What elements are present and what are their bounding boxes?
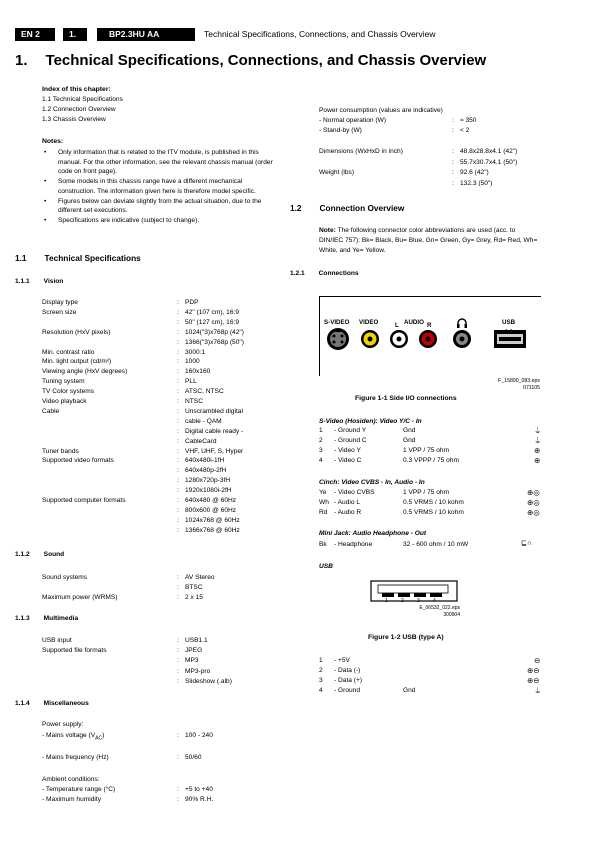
spec-value: 800x600 @ 60Hz xyxy=(185,506,237,514)
pin-id: 4 xyxy=(319,457,323,464)
spec-label: - Normal operation (W) xyxy=(319,117,387,124)
spec-value: NTSC xyxy=(185,398,203,405)
pin-desc: - Ground xyxy=(334,687,361,694)
notes-title: Notes: xyxy=(42,138,64,145)
power-supply-label: Power supply: xyxy=(42,721,84,728)
spec-value: MP3-pro xyxy=(185,667,211,675)
figure-1-2-caption: Figure 1-2 USB (type A) xyxy=(368,634,444,641)
signal-icon: ⏚ xyxy=(534,686,542,695)
spec-colon: : xyxy=(452,148,454,155)
audio-r-label: R xyxy=(427,322,432,329)
spec-colon: : xyxy=(177,657,179,665)
spec-colon: : xyxy=(177,796,179,803)
pin-id: 2 xyxy=(319,437,323,444)
spec-value: VHF, UHF, S, Hyper xyxy=(185,447,244,455)
chapter-badge: 1. xyxy=(63,28,87,41)
pin-spec: Gnd xyxy=(403,437,416,444)
pin-id: Ye xyxy=(319,489,327,496)
connection-note: Note: The following connector color abbreviations are used (acc. to DIN/IEC 757): Bk= Black, Bu= Blue, Gn= Green, Gy= Grey, Rd= Red, Wh= White, and Ye= Yellow. xyxy=(319,227,538,254)
pin-spec: 0.5 VRMS / 10 kohm xyxy=(403,499,464,506)
figure-1-1-caption: Figure 1-1 Side I/O connections xyxy=(355,395,457,402)
signal-icon: ⏚ xyxy=(534,426,542,435)
spec-value: 640x480p-2fH xyxy=(185,467,227,475)
usb-pin-label: 1 xyxy=(385,598,388,604)
signal-icon: ⊖ xyxy=(534,656,541,665)
note-item: • Specifications are indicative (subject to change). xyxy=(58,216,280,226)
note-item: • Some models in this chassis range have a different mechanical construction. The information given here is therefore model specific. xyxy=(58,177,280,196)
spec-value: 1024x768 @ 60Hz xyxy=(185,516,240,524)
pin-desc: - Ground Y xyxy=(334,427,367,434)
usb-pin-label: 2 xyxy=(401,598,404,604)
index-list xyxy=(42,95,123,125)
notes-list xyxy=(42,148,280,226)
signal-icon: ⏚ xyxy=(534,436,542,445)
figure-file-ref: F_15890_083.eps 071105 xyxy=(498,378,540,391)
spec-value: 42" (107 cm), 16:9 xyxy=(185,308,240,316)
ambient-label: Ambient conditions: xyxy=(42,776,100,783)
spec-colon: : xyxy=(452,127,454,134)
pin-desc: - Video CVBS xyxy=(334,489,375,496)
spec-label: USB input xyxy=(42,637,72,644)
spec-label: Min. light output (cd/m²) xyxy=(42,358,112,366)
spec-value: Unscrambled digital xyxy=(185,407,243,415)
spec-value: 160x160 xyxy=(185,368,211,376)
usb-connector-diagram xyxy=(370,580,462,606)
spec-label: Sound systems xyxy=(42,574,88,581)
cinch-table-title: Cinch: Video CVBS - In, Audio - In xyxy=(319,479,425,486)
spec-colon: : xyxy=(177,754,179,761)
spec-colon: : xyxy=(177,437,179,445)
spec-colon: : xyxy=(177,417,179,425)
usb-table-title: USB xyxy=(319,563,333,570)
spec-value: ATSC, NTSC xyxy=(185,388,224,396)
power-consumption-title: Power consumption (values are indicative) xyxy=(319,107,443,114)
spec-value: +5 to +40 xyxy=(185,786,213,793)
pin-id: 3 xyxy=(319,447,323,454)
spec-label: Display type xyxy=(42,299,78,306)
spec-value: 132.3 (50") xyxy=(460,180,493,187)
spec-label: Weight (lbs) xyxy=(319,169,355,176)
pin-desc: - Audio L xyxy=(334,499,361,506)
spec-colon: : xyxy=(177,338,179,346)
spec-value: 2 x 15 xyxy=(185,594,203,602)
spec-colon: : xyxy=(177,299,179,306)
spec-value: PDP xyxy=(185,299,199,306)
spec-value: 55.7x30.7x4.1 (50") xyxy=(460,159,518,166)
spec-value: PLL xyxy=(185,378,197,386)
svideo-label: S-VIDEO xyxy=(324,319,350,326)
spec-value: Digital cable ready - xyxy=(185,427,244,435)
pin-spec: Gnd xyxy=(403,687,416,694)
pin-id: 2 xyxy=(319,667,323,674)
section-1-1-3: 1.1.3 Multimedia xyxy=(15,615,79,622)
spec-colon: : xyxy=(177,786,179,793)
spec-label: Maximum power (WRMS) xyxy=(42,594,118,602)
section-1-1-1: 1.1.1 Vision xyxy=(15,278,64,285)
pin-id: 1 xyxy=(319,427,323,434)
spec-colon: : xyxy=(452,180,454,187)
spec-colon: : xyxy=(177,398,179,405)
section-1-1-4: 1.1.4 Miscellaneous xyxy=(15,700,89,707)
spec-value: BTSC xyxy=(185,584,203,592)
signal-icon: ⊕◎ xyxy=(527,508,540,517)
spec-label: Screen size xyxy=(42,308,77,316)
spec-value: 92.6 (42") xyxy=(460,169,489,176)
spec-colon: : xyxy=(452,159,454,166)
spec-label: Tuning system xyxy=(42,378,85,386)
signal-icon: ⊕◎ xyxy=(527,488,540,497)
spec-colon: : xyxy=(177,308,179,316)
usb-pin-label: 4 xyxy=(433,598,436,604)
spec-colon: : xyxy=(177,667,179,675)
spec-value: 50/60 xyxy=(185,754,202,761)
spec-label: Cable xyxy=(42,407,60,415)
signal-icon: ⊕⊖ xyxy=(527,676,540,685)
pin-id: Bk xyxy=(319,541,327,548)
spec-colon: : xyxy=(177,574,179,581)
pin-desc: - Data (-) xyxy=(334,667,361,674)
spec-label: - Temperature range (°C) xyxy=(42,786,116,793)
spec-label: - Mains voltage $(V_{AC})$ xyxy=(42,732,105,742)
spec-colon: : xyxy=(177,497,179,504)
pin-id: 4 xyxy=(319,687,323,694)
spec-colon: : xyxy=(177,318,179,326)
pin-spec: 0.3 VPPP / 75 ohm xyxy=(403,457,459,464)
section-1-1: 1.1 Technical Specifications xyxy=(15,253,141,263)
section-1-1-2: 1.1.2 Sound xyxy=(15,551,65,558)
spec-value: ≈ 350 xyxy=(460,117,477,124)
headphone-icon xyxy=(456,316,468,334)
model-badge: BP2.3HU AA xyxy=(97,28,195,41)
pin-desc: - Audio R xyxy=(334,509,362,516)
spec-value: 50" (127 cm), 16:9 xyxy=(185,318,240,326)
pin-id: 3 xyxy=(319,677,323,684)
spec-value: 1920x1080i-2fH xyxy=(185,487,232,495)
index-title: Index of this chapter: xyxy=(42,86,111,93)
audio-label: AUDIO xyxy=(404,319,424,326)
spec-colon: : xyxy=(177,328,179,336)
spec-colon: : xyxy=(177,677,179,685)
svideo-table-title: S-Video (Hosiden): Video Y/C - In xyxy=(319,418,422,425)
signal-icon: ⊕◎ xyxy=(527,498,540,507)
spec-value: 640x480i-1fH xyxy=(185,457,225,465)
pin-id: Wh xyxy=(319,499,329,506)
pin-spec: 1 VPP / 75 ohm xyxy=(403,489,450,496)
note-item: • Figures below can deviate slightly from the actual situation, due to the different set executions. xyxy=(58,197,280,216)
side-io-panel xyxy=(319,296,541,376)
usb-pin-label: 3 xyxy=(417,598,420,604)
spec-value: 90% R.H. xyxy=(185,796,214,803)
index-item[interactable]: 1.2 Connection Overview xyxy=(42,106,116,113)
spec-colon: : xyxy=(177,358,179,366)
spec-value: cable - QAM xyxy=(185,417,222,425)
spec-colon: : xyxy=(452,117,454,124)
spec-colon: : xyxy=(177,594,179,602)
spec-value: 1024("3)x768p (42") xyxy=(185,328,244,336)
pin-id: 1 xyxy=(319,657,323,664)
spec-colon: : xyxy=(177,447,179,455)
lang-badge: EN 2 xyxy=(15,28,55,41)
spec-value: 1280x720p-3fH xyxy=(185,477,231,485)
spec-colon: : xyxy=(452,169,454,176)
spec-value: 1366x768 @ 60Hz xyxy=(185,526,240,534)
pin-desc: - Headphone xyxy=(334,541,373,548)
spec-label: Tuner bands xyxy=(42,447,79,455)
section-1-2: 1.2 Connection Overview xyxy=(290,203,405,213)
spec-colon: : xyxy=(177,516,179,524)
spec-value: 1000 xyxy=(185,358,200,366)
page-title: 1. Technical Specifications, Connections, and Chassis Overview xyxy=(15,52,487,69)
spec-colon: : xyxy=(177,584,179,592)
spec-value: Slideshow (.alb) xyxy=(185,677,232,685)
spec-colon: : xyxy=(177,457,179,465)
usb-label: USB xyxy=(502,319,516,326)
spec-colon: : xyxy=(177,732,179,739)
usb-file-ref: E_06532_022.eps 300904 xyxy=(419,605,460,618)
signal-icon: ⊕ xyxy=(534,446,541,455)
spec-colon: : xyxy=(177,407,179,415)
spec-colon: : xyxy=(177,368,179,376)
side-io-drawing xyxy=(319,296,541,376)
pin-spec: Gnd xyxy=(403,427,416,434)
spec-value: 100 - 240 xyxy=(185,732,213,739)
spec-colon: : xyxy=(177,378,179,386)
note-item: • Only information that is related to the ITV module, is published in this manual. For the other information, see the relevant chassis manual (order code on front page). xyxy=(58,148,280,177)
pin-spec: 0.5 VRMS / 10 kohm xyxy=(403,509,464,516)
audio-l-label: L xyxy=(395,322,399,329)
pin-desc: - Ground C xyxy=(334,437,367,444)
spec-label: - Mains frequency (Hz) xyxy=(42,754,109,761)
pin-spec: 1 VPP / 75 ohm xyxy=(403,447,450,454)
pin-id: Rd xyxy=(319,509,328,516)
spec-colon: : xyxy=(177,647,179,655)
spec-label: Video playback xyxy=(42,398,87,405)
spec-colon: : xyxy=(177,388,179,396)
header-title: Technical Specifications, Connections, and Chassis Overview xyxy=(204,29,436,39)
spec-colon: : xyxy=(177,506,179,514)
spec-label: Supported file formats xyxy=(42,647,107,655)
spec-label: - Stand-by (W) xyxy=(319,127,362,134)
spec-value: CableCard xyxy=(185,437,217,445)
spec-colon: : xyxy=(177,477,179,485)
spec-value: 3000:1 xyxy=(185,348,206,356)
spec-label: Dimensions (WxHxD in inch) xyxy=(319,148,403,155)
spec-label: Viewing angle (HxV degrees) xyxy=(42,368,128,376)
usb-version: 1.1 xyxy=(505,329,513,335)
spec-colon: : xyxy=(177,467,179,475)
spec-colon: : xyxy=(177,637,179,644)
svideo-inner xyxy=(330,331,346,347)
spec-label: Supported computer formats xyxy=(42,497,126,504)
video-label: VIDEO xyxy=(359,319,379,326)
pin-desc: - Video Y xyxy=(334,447,361,454)
index-item[interactable]: 1.3 Chassis Overview xyxy=(42,116,106,123)
pin-desc: - Data (+) xyxy=(334,677,363,684)
spec-label: Supported video formats xyxy=(42,457,114,465)
pin-spec: 32 - 600 ohm / 10 mW xyxy=(403,541,469,548)
pin-desc: - +5V xyxy=(334,657,350,664)
spec-label: TV Color systems xyxy=(42,388,95,396)
spec-value: JPEG xyxy=(185,647,203,655)
spec-value: AV Stereo xyxy=(185,574,215,581)
spec-value: 48.8x28.8x4.1 (42") xyxy=(460,148,518,155)
spec-label: Min. contrast ratio xyxy=(42,348,95,356)
spec-colon: : xyxy=(177,348,179,356)
index-item[interactable]: 1.1 Technical Specifications xyxy=(42,96,123,103)
spec-label: Resolution (HxV pixels) xyxy=(42,328,111,336)
spec-colon: : xyxy=(177,427,179,435)
headphone-out-icon: ⊑∩ xyxy=(521,540,532,547)
spec-value: USB1.1 xyxy=(185,637,208,644)
section-1-2-1: 1.2.1 Connections xyxy=(290,270,359,277)
spec-colon: : xyxy=(177,526,179,534)
pin-desc: - Video C xyxy=(334,457,362,464)
spec-colon: : xyxy=(177,487,179,495)
signal-icon: ⊕ xyxy=(534,456,541,465)
minijack-table-title: Mini Jack: Audio Headphone - Out xyxy=(319,530,427,537)
spec-value: MP3 xyxy=(185,657,199,665)
spec-value: < 2 xyxy=(460,127,470,134)
signal-icon: ⊕⊖ xyxy=(527,666,540,675)
spec-label: - Maximum humidity xyxy=(42,796,101,803)
spec-value: 640x480 @ 60Hz xyxy=(185,497,237,504)
spec-value: 1366("3)x768p (50") xyxy=(185,338,244,346)
